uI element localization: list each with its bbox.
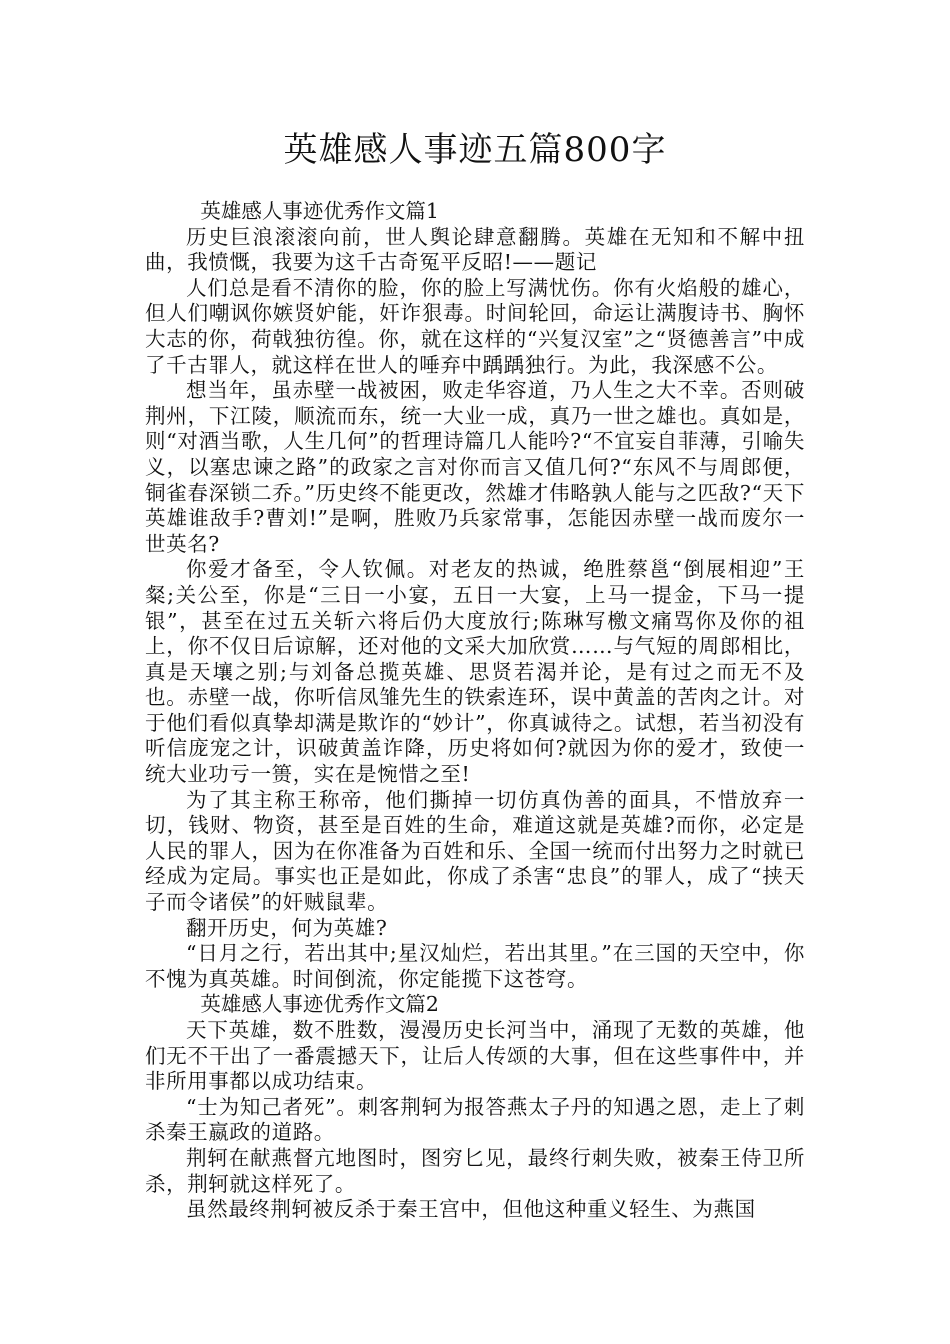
body-paragraph: “日月之行，若出其中;星汉灿烂，若出其里。”在三国的天空中，你不愧为真英雄。时间倒流，你定能揽下这苍穹。 (145, 941, 805, 991)
body-paragraph: 天下英雄，数不胜数，漫漫历史长河当中，涌现了无数的英雄，他们无不干出了一番震撼天下，让后人传颂的大事，但在这些事件中，并非所用事都以成功结束。 (145, 1018, 805, 1094)
body-paragraph: 你爱才备至，令人钦佩。对老友的热诚，绝胜蔡邕“倒展相迎”王粲;关公至，你是“三日一小宴，五日一大宴，上马一提金，下马一提银”，甚至在过五关斩六将后仍大度放行;陈琳写檄文痛骂你及你的祖上，你不仅日后谅解，还对他的文采大加欣赏……与气短的周郎相比，真是天壤之别;与刘备总揽英雄、思贤若渴并论，是有过之而无不及也。赤壁一战，你听信凤雏先生的铁索连环，误中黄盖的苦肉之计。对于他们看似真挚却满是欺诈的“妙计”，你真诚待之。试想，若当初没有听信庞宠之计，识破黄盖诈降，历史将如何?就因为你的爱才，致使一统大业功亏一篑，实在是惋惜之至! (145, 557, 805, 787)
body-paragraph: 人们总是看不清你的脸，你的脸上写满忧伤。你有火焰般的雄心，但人们嘲讽你嫉贤妒能，奸诈狠毒。时间轮回，命运让满腹诗书、胸怀大志的你，荷戟独彷徨。你，就在这样的“兴复汉室”之“贤德善言”中成了千古罪人，就这样在世人的唾弃中踽踽独行。为此，我深感不公。 (145, 275, 805, 377)
document-title: 英雄感人事迹五篇800字 (283, 130, 667, 170)
body-paragraph: 荆轲在献燕督亢地图时，图穷匕见，最终行刺失败，被秦王侍卫所杀，荆轲就这样死了。 (145, 1145, 805, 1196)
body-paragraph: 为了其主称王称帝，他们撕掉一切仿真伪善的面具，不惜放弃一切，钱财、物资，甚至是百姓的生命，难道这就是英雄?而你，必定是人民的罪人，因为在你准备为百姓和乐、全国一统而付出努力之时就已经成为定局。事实也正是如此，你成了杀害“忠良”的罪人，成了“挟天子而令诸侯”的奸贼鼠辈。 (145, 787, 805, 915)
body-paragraph: 想当年，虽赤壁一战被困，败走华容道，乃人生之大不幸。否则破荆州，下江陵，顺流而东，统一大业一成，真乃一世之雄也。真如是，则“对酒当歌，人生几何”的哲理诗篇几人能吟?“不宜妄自菲薄，引喻失义，以塞忠谏之路”的政家之言对你而言又值几何?“东风不与周郎便，铜雀春深锁二乔。”历史终不能更改，然雄才伟略孰人能与之匹敌?“天下英雄谁敌手?曹刘!”是啊，胜败乃兵家常事，怎能因赤壁一战而废尔一世英名? (145, 378, 805, 556)
body-paragraph: “士为知己者死”。刺客荆轲为报答燕太子丹的知遇之恩，走上了刺杀秦王嬴政的道路。 (145, 1094, 805, 1145)
section-heading: 英雄感人事迹优秀作文篇2 (200, 992, 439, 1017)
section-heading: 英雄感人事迹优秀作文篇1 (200, 199, 439, 223)
document-body (145, 199, 805, 1223)
body-paragraph: 虽然最终荆轲被反杀于秦王宫中，但他这种重义轻生、为燕国 (186, 1197, 756, 1222)
body-paragraph: 翻开历史，何为英雄? (186, 915, 388, 940)
body-paragraph: 历史巨浪滚滚向前，世人舆论肆意翻腾。英雄在无知和不解中扭曲，我愤慨，我要为这千古奇冤平反昭!——题记 (145, 224, 805, 275)
